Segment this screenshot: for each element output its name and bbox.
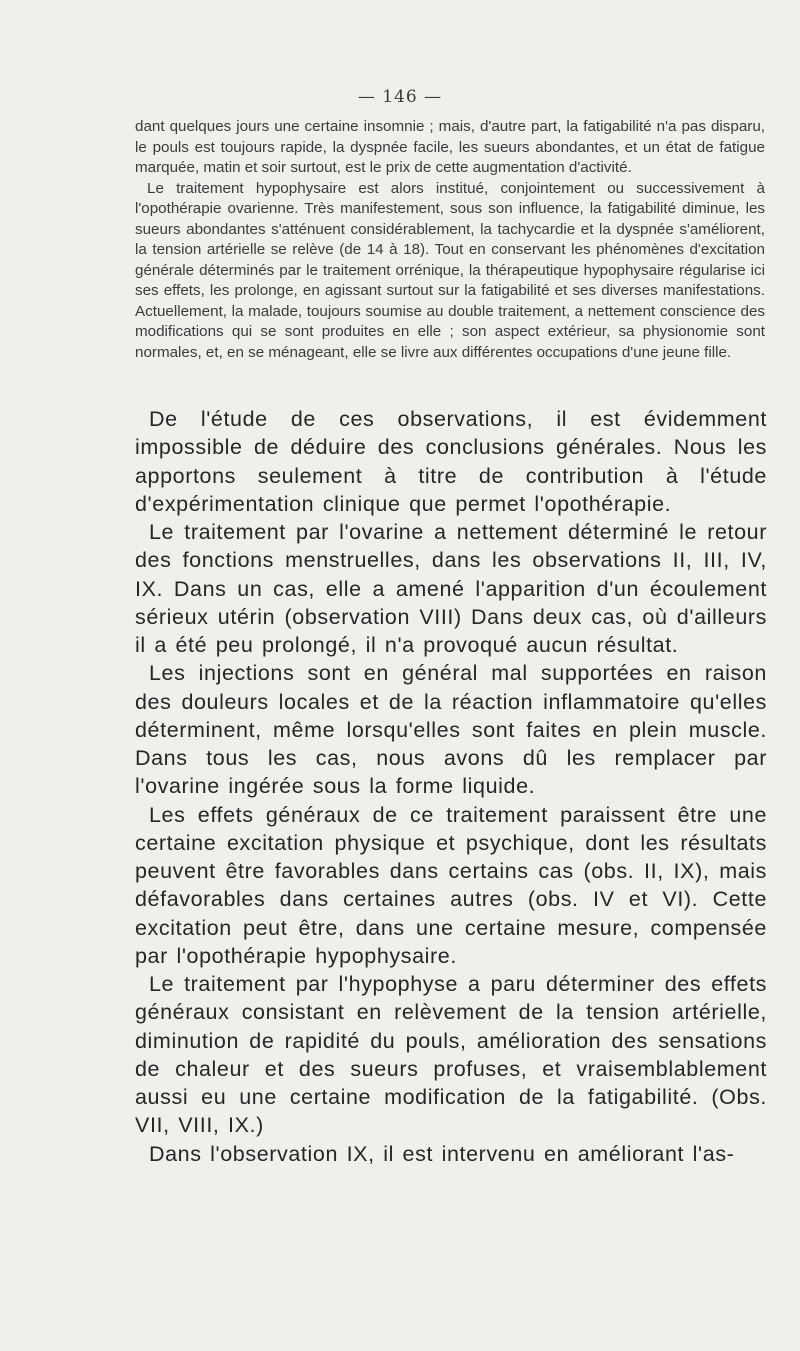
paragraph: Le traitement hypophysaire est alors institué, conjointement ou successivement à l'opothérapie ovarienne. Très manifestement, sous son influence, la fatigabilité diminue, les sueurs abondantes s'atténuent considérablement, la tachycardie et la dyspnée s'améliorent, la tension artérielle se relève (de 14 à 18). Tout en conservant les phénomènes d'excitation générale déterminés par le traitement orrénique, la thérapeutique hypophysaire régularise ici ses effets, les prolonge, en agissant surtout sur la fatigabilité et ses diverses manifestations. Actuellement, la malade, toujours soumise au double traitement, a nettement conscience des modifications qui se sont produites en elle ; son aspect extérieur, sa physionomie sont normales, et, en se ménageant, elle se livre aux différentes occupations d'une jeune fille.	[135, 179, 765, 361]
paragraph: Les injections sont en général mal supportées en raison des douleurs locales et de la réaction inflammatoire qu'elles déterminent, même lorsqu'elles sont faites en plein muscle. Dans tous les cas, nous avons dû les remplacer par l'ovarine ingérée sous la forme liquide.	[135, 661, 767, 799]
paragraph: De l'étude de ces observations, il est évidemment impossible de déduire des conclusions générales. Nous les apportons seulement à titre de contribution à l'étude d'expérimentation clinique que permet l'opothérapie.	[135, 407, 767, 516]
small-print-block	[135, 117, 765, 363]
paragraph: Les effets généraux de ce traitement paraissent être une certaine excitation physique et psychique, dont les résultats peuvent être favorables dans certains cas (obs. II, IX), mais défavorables dans certaines autres (obs. IV et VI). Cette excitation peut être, dans une certaine mesure, compensée par l'opothérapie hypophysaire.	[135, 802, 767, 968]
large-print-block	[135, 405, 767, 1168]
paragraph: Dans l'observation IX, il est intervenu en améliorant l'as-	[149, 1141, 735, 1166]
paragraph: dant quelques jours une certaine insomnie ; mais, d'autre part, la fatigabilité n'a pas disparu, le pouls est toujours rapide, la dyspnée facile, les sueurs abondantes, et un état de fatigue marquée, matin et soir surtout, est le prix de cette augmentation d'activité.	[135, 118, 765, 176]
page-number: — 146 —	[357, 87, 443, 107]
paragraph: Le traitement par l'hypophyse a paru déterminer des effets généraux consistant en relèvement de la tension artérielle, diminution de rapidité du pouls, amélioration des sensations de chaleur et des sueurs profuses, et vraisemblablement aussi eu une certaine modification de la fatigabilité. (Obs. VII, VIII, IX.)	[135, 972, 767, 1138]
section-gap	[135, 363, 760, 405]
paragraph: Le traitement par l'ovarine a nettement déterminé le retour des fonctions menstruelles, dans les observations II, III, IV, IX. Dans un cas, elle a amené l'apparition d'un écoulement sérieux utérin (observation VIII) Dans deux cas, où d'ailleurs il a été peu prolongé, il n'a provoqué aucun résultat.	[135, 520, 767, 657]
